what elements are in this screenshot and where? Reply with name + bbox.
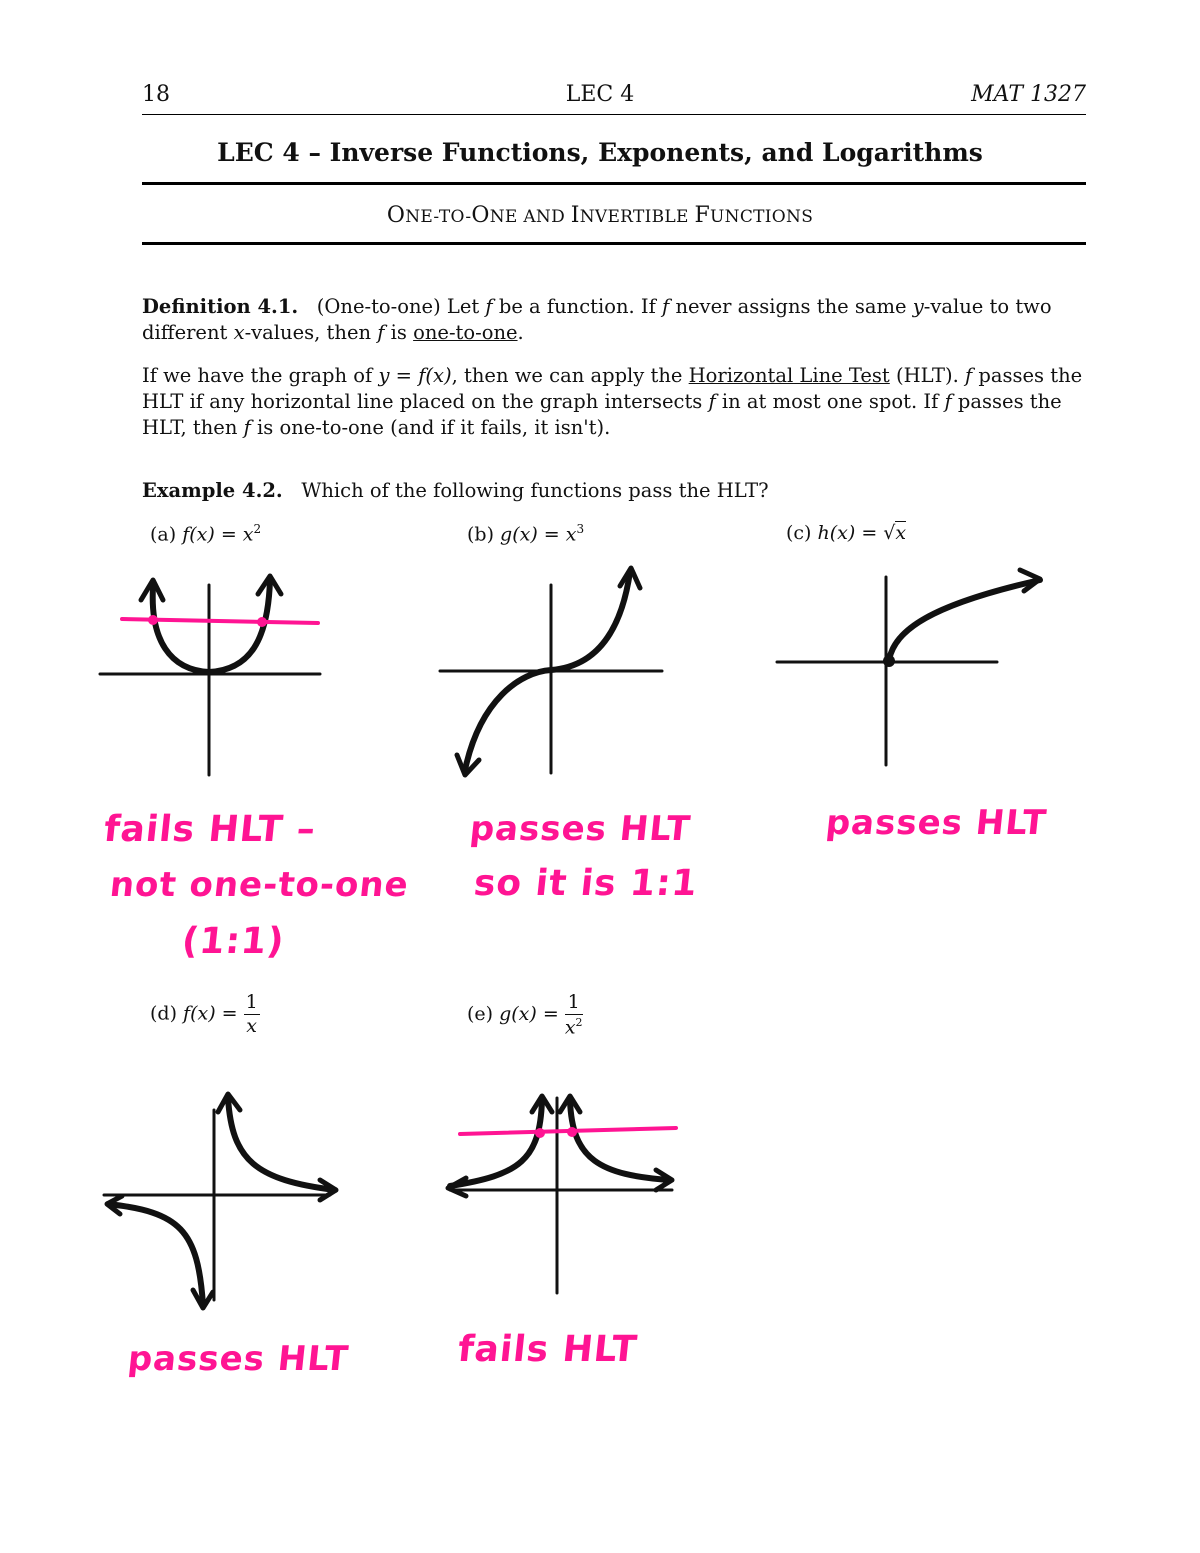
definition-label: Definition 4.1. — [142, 295, 299, 318]
annotation-a-line3: (1:1) — [179, 921, 287, 962]
course-code: MAT 1327 — [971, 82, 1086, 107]
lecture-title: LEC 4 – Inverse Functions, Exponents, and Logarithms — [217, 138, 983, 167]
example-label: Example 4.2. — [142, 479, 283, 502]
caption-d: (d) f(x) = $\frac{1}{x}$ — [150, 991, 258, 1037]
example-paragraph: Example 4.2. Which of the following functions pass the HLT? — [142, 479, 769, 502]
term-one-to-one: one-to-one — [413, 321, 518, 344]
caption-a: (a) $f(x) = x^2$ — [150, 522, 262, 546]
caption-e: (e) g(x) = $\frac{1}{x^2}$ — [467, 991, 583, 1039]
annotation-a-line2: not one-to-one — [107, 865, 411, 905]
fraction-d: $\frac{1}{x}$ — [245, 991, 258, 1037]
annotation-c-line1: passes HLT — [823, 803, 1049, 843]
term-horizontal-line-test: Horizontal Line Test — [688, 364, 890, 387]
running-header: LEC 4 — [565, 82, 635, 107]
graph-e-left-branch — [450, 1100, 542, 1186]
caption-b: (b) $g(x) = x^3$ — [467, 522, 585, 546]
caption-c: (c) h(x) = √x — [786, 522, 907, 544]
annotation-a-line1: fails HLT – — [101, 809, 319, 850]
annotation-b-line1: passes HLT — [467, 809, 693, 849]
fraction-e: $\frac{1}{x^2}$ — [564, 991, 583, 1039]
section-title: ONE-TO-ONE AND INVERTIBLE FUNCTIONS — [386, 203, 814, 228]
annotation-d-line1: passes HLT — [125, 1339, 351, 1379]
hlt-paragraph: If we have the graph of y = f(x), then we can apply the Horizontal Line Test (HLT). f passes the HLT if any horizontal line placed on the graph intersects f in at most one spot. If f passes the HLT, then f is one-to-one (and if it fails, it isn't). — [142, 364, 1083, 439]
annotation-e-line1: fails HLT — [455, 1329, 640, 1370]
graph-e-intersection-right — [567, 1127, 577, 1137]
graph-e-intersection-left — [535, 1128, 545, 1138]
definition-paragraph: Definition 4.1. (One-to-one) Let f be a function. If f never assigns the same y-value to two different x-values, then f is one-to-one. — [142, 295, 1052, 344]
annotation-b-line2: so it is 1:1 — [471, 863, 700, 904]
page-number: 18 — [142, 82, 170, 107]
